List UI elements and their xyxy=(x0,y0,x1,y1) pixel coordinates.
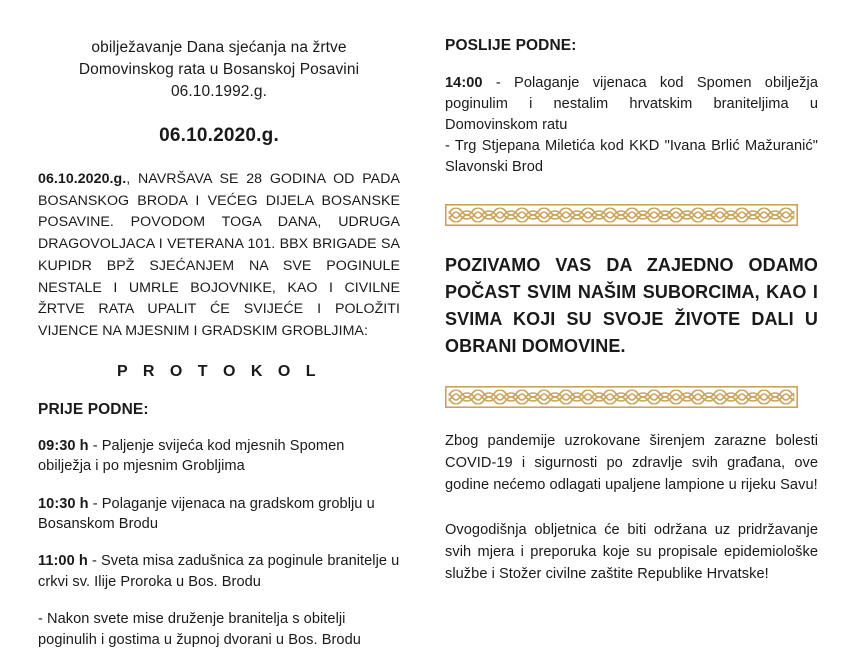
covid-notice-paragraph: Zbog pandemije uzrokovane širenjem zarazne bolesti COVID-19 i sigurnosti po zdravlje svih građana, ove godine nećemo odlagati upaljene lampione u rijeku Savu! xyxy=(445,433,818,494)
schedule-entry xyxy=(38,551,400,592)
afternoon-entry-location: - Trg Stjepana Miletića kod KKD "Ivana Brlić Mažuranić" Slavonski Brod xyxy=(445,138,818,175)
afternoon-entry xyxy=(445,73,818,178)
schedule-entry xyxy=(38,494,400,535)
header-line-3: 06.10.1992.g. xyxy=(170,83,268,100)
afternoon-entry-time: 14:00 xyxy=(445,75,483,91)
schedule-entry-text: - Paljenje svijeća kod mjesnih Spomen obilježja i po mjesnim Grobljima xyxy=(38,437,345,475)
morning-heading: PRIJE PODNE: xyxy=(38,400,149,418)
intro-paragraph xyxy=(38,169,400,343)
schedule-entry-text: - Nakon svete mise druženje branitelja s obitelji poginulih i gostima u župnoj dvorani u Bos. Brodu xyxy=(38,611,361,648)
anniversary-date: 06.10.2020.g. xyxy=(159,125,279,146)
call-to-action: POZIVAMO VAS DA ZAJEDNO ODAMO POČAST SVIM NAŠIM SUBORCIMA, KAO I SVIMA KOJI SU SVOJE ŽIVOTE DALI U OBRANI DOMOVINE. xyxy=(445,255,818,356)
header-line-1: obilježavanje Dana sjećanja na žrtve xyxy=(91,39,347,56)
right-column xyxy=(430,0,850,657)
afternoon-entry-text: - Polaganje vijenaca kod Spomen obilježja poginulim i nestalim hrvatskim braniteljima u Domovinskom ratu xyxy=(445,75,818,133)
ornamental-divider-top xyxy=(445,204,798,226)
intro-body: , NAVRŠAVA SE 28 GODINA OD PADA BOSANSKOG BRODA I VEĆEG DIJELA BOSANSKE POSAVINE. POVODOM TOGA DANA, UDRUGA DRAGOVOLJACA I VETERANA 101. BBX BRIGADE SA KUPIDR BPŽ SJEĆANJEM NA SVE POGINULE NESTALE I UMRLE BOJOVNIKE, KAO I CIVILNE ŽRTVE RATA UPALIT ĆE SVIJEĆE I POLOŽITI VIJENCE NA MJESNIM I GRADSKIM GROBLJIMA: xyxy=(38,171,400,340)
event-header xyxy=(38,37,400,103)
schedule-entry-time: 11:00 h xyxy=(38,553,88,570)
schedule-entry-time: 10:30 h xyxy=(38,495,89,512)
ornamental-divider-bottom xyxy=(445,386,798,408)
schedule-entry-time: 09:30 h xyxy=(38,437,89,454)
measures-paragraph: Ovogodišnja obljetnica će biti održana uz pridržavanje svih mjera i preporuka koje su propisale epidemiološke službe i Stožer civilne zaštite Republike Hrvatske! xyxy=(445,521,818,582)
protokol-heading: P R O T O K O L xyxy=(117,362,321,380)
afternoon-heading: POSLIJE PODNE: xyxy=(445,37,577,54)
schedule-entry xyxy=(38,609,400,650)
intro-lead-date: 06.10.2020.g. xyxy=(38,171,127,187)
schedule-entry-text: - Polaganje vijenaca na gradskom groblju u Bosanskom Brodu xyxy=(38,495,375,533)
schedule-entry-text: - Sveta misa zadušnica za poginule branitelje u crkvi sv. Ilije Proroka u Bos. Brodu xyxy=(38,553,400,590)
header-line-2: Domovinskog rata u Bosanskoj Posavini xyxy=(78,61,360,78)
schedule-entry xyxy=(38,436,400,477)
